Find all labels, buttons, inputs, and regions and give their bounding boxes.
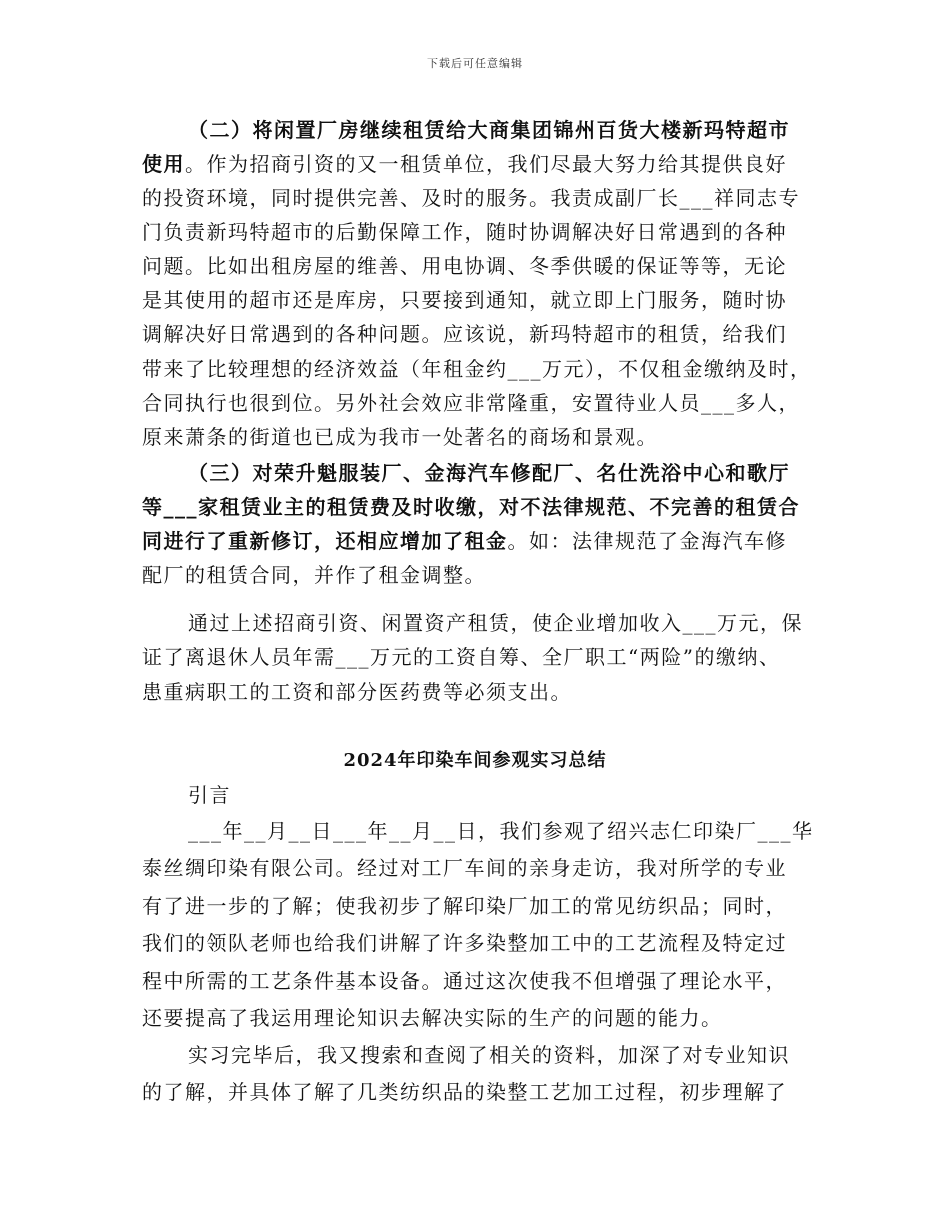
para3-line3 (142, 529, 787, 553)
intro-line2: 泰丝绸印染有限公司。经过对工厂车间的亲身走访，我对所学的专业 (142, 856, 787, 880)
para3-line3-bold: 同进行了重新修订，还相应增加了租金 (142, 529, 508, 553)
para2-line9: 合同执行也很到位。另外社会效应非常隆重，安置待业人员___多人， (142, 391, 800, 415)
para4-line3: 患重病职工的工资和部分医药费等必须支出。 (142, 680, 572, 704)
para2-line6: 是其使用的超市还是库房，只要接到通知，就立即上门服务，随时协 (142, 288, 787, 312)
section-title: 2024年印染车间参观实习总结 (343, 750, 607, 771)
para3-line2: 等___家租赁业主的租赁费及时收缴，对不法律规范、不完善的租赁合 (142, 495, 800, 519)
para2-line10: 原来萧条的街道也已成为我市一处著名的商场和景观。 (142, 425, 658, 449)
para2-line2-bold: 使用 (142, 152, 185, 176)
intro-heading: 引言 (188, 783, 231, 807)
para4-line2: 证了离退休人员年需___万元的工资自筹、全厂职工“两险”的缴纳、 (142, 645, 781, 669)
para2-line5: 问题。比如出租房屋的维善、用电协调、冬季供暖的保证等等，无论 (142, 254, 787, 278)
para5-line2: 的了解，并具体了解了几类纺织品的染整工艺加工过程，初步理解了 (142, 1080, 787, 1104)
para3-line3-rest: 。如：法律规范了金海汽车修 (507, 529, 787, 553)
para2-line7: 调解决好日常遇到的各种问题。应该说，新玛特超市的租赁，给我们 (142, 322, 787, 346)
intro-line3: 有了进一步的了解；使我初步了解印染厂加工的常见纺织品；同时， (142, 894, 787, 918)
para2-line3: 的投资环境，同时提供完善、及时的服务。我责成副厂长___祥同志专 (142, 186, 800, 210)
intro-line1: ___年__月__日___年__月__日，我们参观了绍兴志仁印染厂___华 (188, 819, 814, 843)
para5-line1: 实习完毕后，我又搜索和查阅了相关的资料，加深了对专业知识 (188, 1043, 790, 1067)
intro-line5: 程中所需的工艺条件基本设备。通过这次使我不但增强了理论水平， (142, 969, 787, 993)
para2-line8: 带来了比较理想的经济效益（年租金约___万元），不仅租金缴纳及时， (142, 357, 812, 381)
para2-line4: 门负责新玛特超市的后勤保障工作，随时协调解决好日常遇到的各种 (142, 220, 787, 244)
para2-line2 (142, 152, 787, 176)
intro-line4: 我们的领队老师也给我们讲解了许多染整加工中的工艺流程及特定过 (142, 931, 787, 955)
para2-line2-rest: 。作为招商引资的又一租赁单位，我们尽最大努力给其提供良好 (185, 152, 787, 176)
para3-line1: （三）对荣升魁服装厂、金海汽车修配厂、名仕洗浴中心和歌厅 (188, 461, 790, 485)
para4-line1: 通过上述招商引资、闲置资产租赁，使企业增加收入___万元，保 (188, 611, 803, 635)
intro-line6: 还要提高了我运用理论知识去解决实际的生产的问题的能力。 (142, 1006, 723, 1030)
para3-line4: 配厂的租赁合同，并作了租金调整。 (142, 563, 486, 587)
page-header: 下载后可任意编辑 (427, 57, 523, 70)
para2-line1: （二）将闲置厂房继续租赁给大商集团锦州百货大楼新玛特超市 (188, 118, 790, 142)
